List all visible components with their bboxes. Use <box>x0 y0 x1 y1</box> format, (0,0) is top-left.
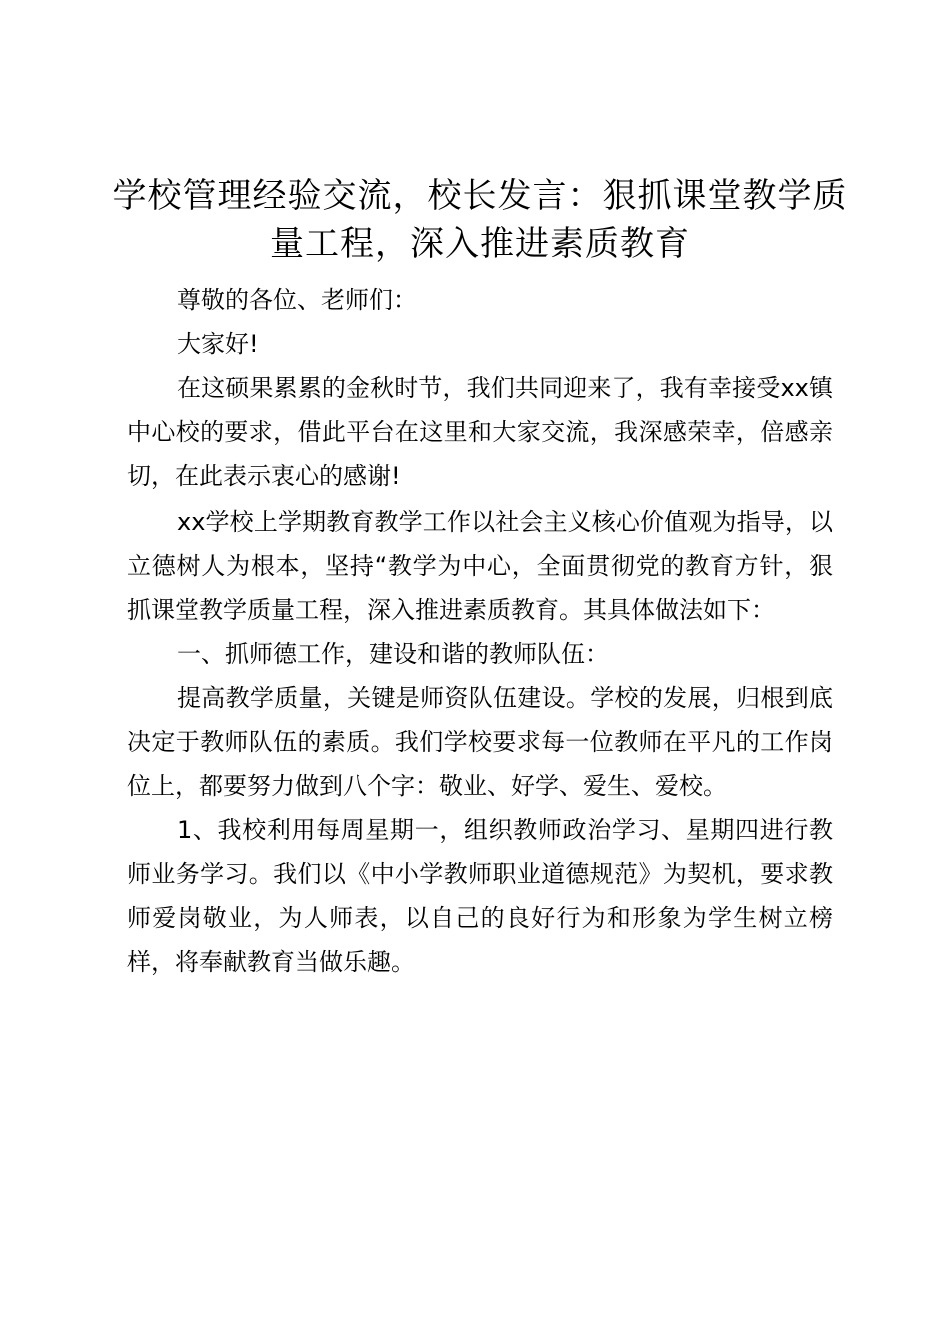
document-body <box>127 278 833 984</box>
greeting-paragraph: 大家好! <box>177 330 259 358</box>
salutation-paragraph: 尊敬的各位、老师们： <box>177 286 417 314</box>
teacher-quality-paragraph: 提高教学质量，关键是师资队伍建设。学校的发展，归根到底决定于教师队伍的素质。我们学校要求每一位教师在平凡的工作岗位上，都要努力做到八个字：敬业、好学、爱生、爱校。 <box>127 684 833 800</box>
overview-paragraph: xx学校上学期教育教学工作以社会主义核心价值观为指导，以立德树人为根本，坚持“教学为中心，全面贯彻党的教育方针，狠抓课堂教学质量工程，深入推进素质教育。其具体做法如下： <box>127 508 833 624</box>
section-heading: 一、抓师德工作，建设和谐的教师队伍： <box>177 640 609 668</box>
document-title: 学校管理经验交流，校长发言：狠抓课堂教学质量工程，深入推进素质教育 <box>112 176 848 264</box>
study-schedule-paragraph: 1、我校利用每周星期一，组织教师政治学习、星期四进行教师业务学习。我们以《中小学教师职业道德规范》为契机，要求教师爱岗敬业，为人师表，以自己的良好行为和形象为学生树立榜样，将奉献教育当做乐趣。 <box>127 816 833 976</box>
intro-paragraph: 在这硕果累累的金秋时节，我们共同迎来了，我有幸接受xx镇中心校的要求，借此平台在这里和大家交流，我深感荣幸，倍感亲切，在此表示衷心的感谢! <box>127 374 833 490</box>
